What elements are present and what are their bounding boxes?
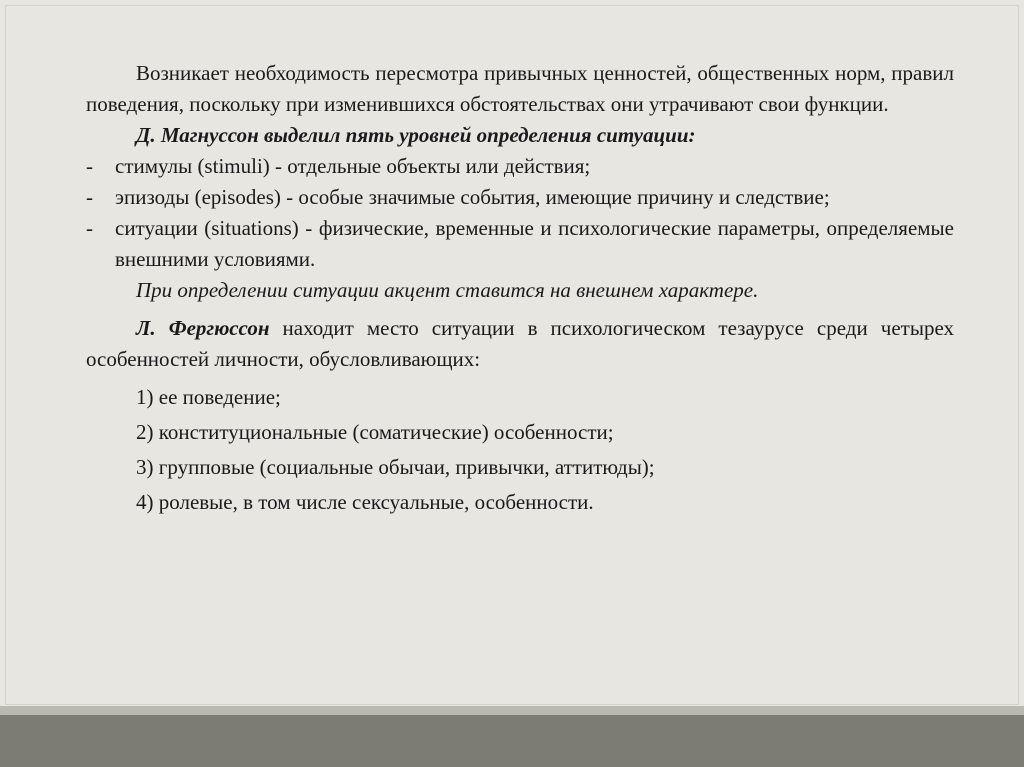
bullet-text: ситуации (situations) - физические, временные и психологические параметры, определяемые внешними условиями. [115,216,954,271]
numbered-item-2: 2) конституциональные (соматические) особенности; [136,420,614,444]
numbered-item-1: 1) ее поведение; [136,385,281,409]
bullet-text: эпизоды (episodes) - особые значимые события, имеющие причину и следствие; [115,185,830,209]
fergusson-name: Л. Фергюссон [136,316,270,340]
emphasis-line: При определении ситуации акцент ставится на внешнем характере. [136,278,759,302]
bullet-item-situations [86,213,954,275]
intro-paragraph: Возникает необходимость пересмотра привычных ценностей, общественных норм, правил поведения, поскольку при изменившихся обстоятельствах они утрачивают свои функции. [86,61,954,116]
fergusson-text: находит место ситуации в психологическом тезаурусе среди четырех особенностей личности, обусловливающих: [86,316,954,371]
footer-bar [0,715,1024,767]
numbered-item-3: 3) групповые (социальные обычаи, привычки, аттитюды); [136,455,655,479]
bullet-dash: - [86,185,93,209]
footer-stripe-light [0,706,1024,715]
bullet-dash: - [86,154,93,178]
fergusson-paragraph [86,313,954,375]
numbered-item-4: 4) ролевые, в том числе сексуальные, особенности. [136,490,594,514]
slide-content [86,58,954,522]
bullet-item-episodes [86,182,954,213]
bullet-text: стимулы (stimuli) - отдельные объекты или действия; [115,154,591,178]
bullet-item-stimuli [86,151,954,182]
magnusson-heading: Д. Магнуссон выделил пять уровней определения ситуации: [136,123,696,147]
bullet-dash: - [86,216,93,240]
